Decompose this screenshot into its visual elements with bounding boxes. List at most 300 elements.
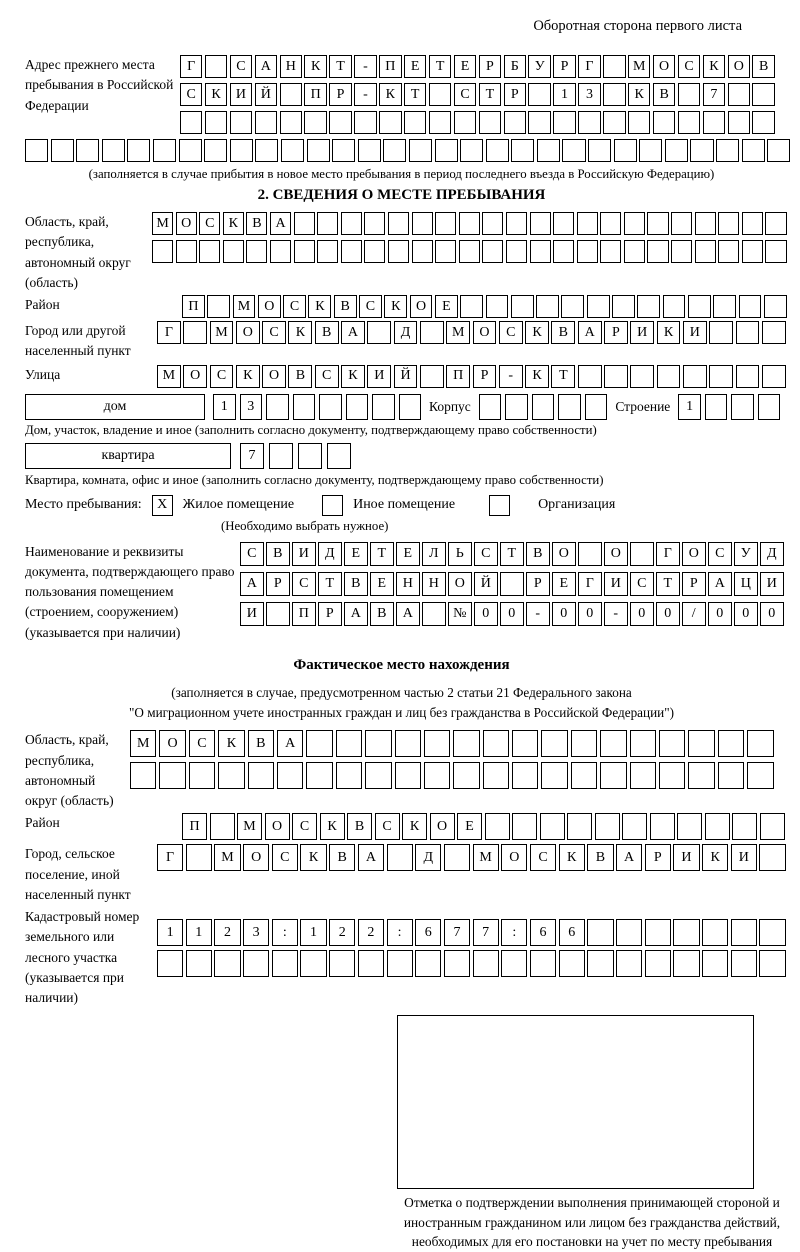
char-box[interactable] — [269, 443, 293, 469]
char-box[interactable]: С — [292, 572, 316, 596]
char-box[interactable]: Й — [255, 83, 277, 106]
char-box[interactable] — [486, 139, 509, 162]
char-box[interactable]: Р — [604, 321, 628, 344]
char-box[interactable] — [678, 83, 700, 106]
char-box[interactable] — [266, 394, 289, 420]
char-box[interactable]: П — [446, 365, 470, 388]
char-box[interactable]: Н — [422, 572, 446, 596]
char-box[interactable]: 0 — [552, 602, 576, 626]
char-box[interactable]: 0 — [500, 602, 524, 626]
char-box[interactable]: К — [236, 365, 260, 388]
char-box[interactable] — [243, 950, 269, 977]
char-box[interactable] — [317, 212, 338, 235]
char-box[interactable]: Р — [479, 55, 501, 78]
char-box[interactable] — [388, 212, 409, 235]
char-box[interactable] — [429, 111, 451, 134]
char-box[interactable]: К — [320, 813, 345, 840]
char-box[interactable] — [630, 542, 654, 566]
char-box[interactable]: С — [454, 83, 476, 106]
char-box[interactable] — [230, 139, 253, 162]
char-box[interactable] — [387, 844, 413, 871]
char-box[interactable]: В — [334, 295, 357, 318]
char-box[interactable] — [650, 813, 675, 840]
char-box[interactable] — [473, 950, 499, 977]
char-box[interactable]: Е — [404, 55, 426, 78]
char-box[interactable] — [622, 813, 647, 840]
char-box[interactable] — [329, 111, 351, 134]
char-box[interactable]: 6 — [530, 919, 556, 946]
char-box[interactable] — [739, 295, 762, 318]
char-box[interactable] — [585, 394, 608, 420]
char-box[interactable] — [588, 139, 611, 162]
char-box[interactable]: В — [315, 321, 339, 344]
char-box[interactable] — [752, 83, 774, 106]
char-box[interactable] — [479, 394, 502, 420]
char-box[interactable] — [186, 844, 212, 871]
char-box[interactable]: 2 — [214, 919, 240, 946]
char-box[interactable]: И — [292, 542, 316, 566]
char-box[interactable] — [559, 950, 585, 977]
char-box[interactable] — [659, 762, 685, 789]
char-box[interactable]: А — [708, 572, 732, 596]
char-box[interactable] — [255, 139, 278, 162]
char-box[interactable]: Й — [394, 365, 418, 388]
char-box[interactable] — [705, 813, 730, 840]
char-box[interactable]: К — [657, 321, 681, 344]
char-box[interactable]: В — [266, 542, 290, 566]
char-box[interactable]: - — [499, 365, 523, 388]
char-box[interactable] — [306, 762, 332, 789]
char-box[interactable] — [223, 240, 244, 263]
char-box[interactable] — [454, 111, 476, 134]
char-box[interactable] — [460, 139, 483, 162]
char-box[interactable] — [383, 139, 406, 162]
char-box[interactable] — [102, 139, 125, 162]
char-box[interactable] — [358, 139, 381, 162]
char-box[interactable]: К — [703, 55, 725, 78]
char-box[interactable]: Р — [504, 83, 526, 106]
char-box[interactable]: С — [530, 844, 556, 871]
char-box[interactable]: О — [258, 295, 281, 318]
char-box[interactable] — [207, 295, 230, 318]
char-box[interactable]: С — [283, 295, 306, 318]
char-box[interactable]: - — [354, 83, 376, 106]
char-box[interactable] — [728, 111, 750, 134]
char-box[interactable] — [205, 55, 227, 78]
char-box[interactable]: О — [430, 813, 455, 840]
char-box[interactable]: С — [210, 365, 234, 388]
char-box[interactable] — [444, 844, 470, 871]
char-box[interactable]: 0 — [578, 602, 602, 626]
char-box[interactable] — [354, 111, 376, 134]
char-box[interactable] — [364, 212, 385, 235]
char-box[interactable]: И — [367, 365, 391, 388]
char-box[interactable] — [379, 111, 401, 134]
char-box[interactable] — [420, 365, 444, 388]
char-box[interactable]: А — [396, 602, 420, 626]
char-box[interactable] — [732, 813, 757, 840]
char-box[interactable] — [479, 111, 501, 134]
char-box[interactable] — [759, 919, 785, 946]
char-box[interactable] — [367, 321, 391, 344]
char-box[interactable] — [759, 950, 785, 977]
char-box[interactable]: Е — [435, 295, 458, 318]
char-box[interactable]: Б — [504, 55, 526, 78]
char-box[interactable]: Е — [454, 55, 476, 78]
char-box[interactable] — [152, 240, 173, 263]
char-box[interactable] — [159, 762, 185, 789]
char-box[interactable]: К — [402, 813, 427, 840]
char-box[interactable] — [505, 394, 528, 420]
char-box[interactable]: И — [240, 602, 264, 626]
char-box[interactable]: 3 — [240, 394, 263, 420]
char-box[interactable]: Г — [180, 55, 202, 78]
char-box[interactable] — [645, 919, 671, 946]
char-box[interactable]: М — [233, 295, 256, 318]
char-box[interactable]: С — [474, 542, 498, 566]
char-box[interactable]: : — [501, 919, 527, 946]
char-box[interactable] — [444, 950, 470, 977]
char-box[interactable] — [628, 111, 650, 134]
char-box[interactable]: Р — [318, 602, 342, 626]
char-box[interactable] — [530, 212, 551, 235]
char-box[interactable] — [663, 295, 686, 318]
char-box[interactable]: 2 — [358, 919, 384, 946]
char-box[interactable]: Ц — [734, 572, 758, 596]
char-box[interactable]: В — [347, 813, 372, 840]
char-box[interactable] — [205, 111, 227, 134]
char-box[interactable] — [199, 240, 220, 263]
char-box[interactable]: Р — [682, 572, 706, 596]
char-box[interactable]: И — [760, 572, 784, 596]
char-box[interactable] — [577, 212, 598, 235]
char-box[interactable]: В — [344, 572, 368, 596]
char-box[interactable]: Е — [370, 572, 394, 596]
char-box[interactable]: М — [210, 321, 234, 344]
char-box[interactable]: С — [272, 844, 298, 871]
char-box[interactable] — [558, 394, 581, 420]
char-box[interactable]: Т — [656, 572, 680, 596]
char-box[interactable] — [616, 919, 642, 946]
char-box[interactable] — [512, 762, 538, 789]
char-box[interactable]: М — [152, 212, 173, 235]
char-box[interactable] — [409, 139, 432, 162]
char-box[interactable] — [758, 394, 781, 420]
char-box[interactable]: С — [189, 730, 215, 757]
char-box[interactable]: М — [157, 365, 181, 388]
char-box[interactable] — [747, 762, 773, 789]
char-box[interactable]: 7 — [473, 919, 499, 946]
char-box[interactable] — [415, 950, 441, 977]
char-box[interactable]: О — [265, 813, 290, 840]
char-box[interactable] — [647, 212, 668, 235]
char-box[interactable]: В — [752, 55, 774, 78]
char-box[interactable] — [157, 950, 183, 977]
char-box[interactable]: Н — [280, 55, 302, 78]
char-box[interactable] — [709, 365, 733, 388]
char-box[interactable] — [764, 295, 787, 318]
char-box[interactable] — [690, 139, 713, 162]
char-box[interactable]: Г — [157, 321, 181, 344]
char-box[interactable] — [600, 730, 626, 757]
char-box[interactable] — [485, 813, 510, 840]
char-box[interactable]: А — [270, 212, 291, 235]
char-box[interactable]: М — [130, 730, 156, 757]
char-box[interactable] — [341, 212, 362, 235]
char-box[interactable] — [435, 240, 456, 263]
char-box[interactable]: И — [683, 321, 707, 344]
char-box[interactable]: 6 — [559, 919, 585, 946]
char-box[interactable]: Т — [404, 83, 426, 106]
char-box[interactable]: О — [604, 542, 628, 566]
char-box[interactable] — [530, 240, 551, 263]
char-box[interactable] — [616, 950, 642, 977]
char-box[interactable]: Е — [344, 542, 368, 566]
char-box[interactable] — [500, 572, 524, 596]
char-box[interactable] — [422, 602, 446, 626]
char-box[interactable] — [688, 295, 711, 318]
char-box[interactable] — [603, 111, 625, 134]
char-box[interactable] — [688, 762, 714, 789]
char-box[interactable] — [762, 321, 786, 344]
char-box[interactable]: : — [387, 919, 413, 946]
char-box[interactable] — [346, 394, 369, 420]
char-box[interactable] — [587, 919, 613, 946]
char-box[interactable] — [703, 111, 725, 134]
char-box[interactable]: Р — [473, 365, 497, 388]
char-box[interactable]: Р — [645, 844, 671, 871]
char-box[interactable]: Т — [551, 365, 575, 388]
char-box[interactable] — [742, 212, 763, 235]
char-box[interactable]: С — [230, 55, 252, 78]
char-box[interactable] — [713, 295, 736, 318]
char-box[interactable] — [277, 762, 303, 789]
char-box[interactable] — [130, 762, 156, 789]
char-box[interactable] — [536, 295, 559, 318]
char-box[interactable] — [553, 111, 575, 134]
char-box[interactable]: К — [218, 730, 244, 757]
char-box[interactable]: Л — [422, 542, 446, 566]
char-box[interactable] — [673, 919, 699, 946]
char-box[interactable] — [736, 365, 760, 388]
char-box[interactable]: Е — [396, 542, 420, 566]
char-box[interactable] — [424, 762, 450, 789]
char-box[interactable] — [716, 139, 739, 162]
char-box[interactable]: М — [214, 844, 240, 871]
char-box[interactable]: Д — [318, 542, 342, 566]
char-box[interactable] — [537, 139, 560, 162]
char-box[interactable]: А — [341, 321, 365, 344]
char-box[interactable] — [486, 295, 509, 318]
char-box[interactable] — [317, 240, 338, 263]
char-box[interactable] — [587, 295, 610, 318]
char-box[interactable] — [718, 212, 739, 235]
char-box[interactable] — [482, 212, 503, 235]
char-box[interactable] — [571, 730, 597, 757]
char-box[interactable] — [230, 111, 252, 134]
char-box[interactable]: 0 — [474, 602, 498, 626]
char-box[interactable] — [718, 240, 739, 263]
char-box[interactable] — [459, 240, 480, 263]
char-box[interactable] — [412, 212, 433, 235]
char-box[interactable] — [742, 240, 763, 263]
checkbox-organization[interactable] — [489, 495, 510, 516]
char-box[interactable] — [460, 295, 483, 318]
char-box[interactable]: Р — [329, 83, 351, 106]
char-box[interactable]: К — [223, 212, 244, 235]
char-box[interactable] — [270, 240, 291, 263]
char-box[interactable]: К — [559, 844, 585, 871]
char-box[interactable] — [603, 55, 625, 78]
char-box[interactable] — [702, 950, 728, 977]
char-box[interactable]: В — [246, 212, 267, 235]
char-box[interactable]: Ь — [448, 542, 472, 566]
char-box[interactable] — [624, 212, 645, 235]
char-box[interactable]: 0 — [760, 602, 784, 626]
char-box[interactable] — [603, 83, 625, 106]
char-box[interactable] — [482, 240, 503, 263]
char-box[interactable] — [528, 111, 550, 134]
char-box[interactable]: А — [255, 55, 277, 78]
char-box[interactable] — [553, 212, 574, 235]
char-box[interactable]: - — [604, 602, 628, 626]
char-box[interactable] — [248, 762, 274, 789]
char-box[interactable] — [688, 730, 714, 757]
char-box[interactable] — [483, 730, 509, 757]
char-box[interactable]: О — [728, 55, 750, 78]
char-box[interactable] — [765, 240, 786, 263]
checkbox-residential[interactable]: X — [152, 495, 173, 516]
char-box[interactable]: В — [370, 602, 394, 626]
char-box[interactable] — [25, 139, 48, 162]
char-box[interactable] — [736, 321, 760, 344]
char-box[interactable]: О — [448, 572, 472, 596]
char-box[interactable] — [577, 240, 598, 263]
char-box[interactable] — [76, 139, 99, 162]
char-box[interactable]: № — [448, 602, 472, 626]
char-box[interactable] — [293, 394, 316, 420]
char-box[interactable]: А — [578, 321, 602, 344]
char-box[interactable] — [731, 394, 754, 420]
char-box[interactable] — [718, 730, 744, 757]
char-box[interactable]: Р — [526, 572, 550, 596]
char-box[interactable]: А — [358, 844, 384, 871]
char-box[interactable] — [424, 730, 450, 757]
char-box[interactable] — [742, 139, 765, 162]
char-box[interactable]: О — [473, 321, 497, 344]
char-box[interactable] — [183, 321, 207, 344]
char-box[interactable] — [304, 111, 326, 134]
char-box[interactable]: С — [240, 542, 264, 566]
char-box[interactable] — [604, 365, 628, 388]
char-box[interactable] — [395, 762, 421, 789]
char-box[interactable]: Т — [329, 55, 351, 78]
char-box[interactable] — [336, 762, 362, 789]
char-box[interactable] — [587, 950, 613, 977]
char-box[interactable] — [562, 139, 585, 162]
char-box[interactable]: О — [501, 844, 527, 871]
char-box[interactable]: К — [288, 321, 312, 344]
char-box[interactable]: 7 — [444, 919, 470, 946]
char-box[interactable]: П — [304, 83, 326, 106]
char-box[interactable] — [530, 950, 556, 977]
char-box[interactable] — [272, 950, 298, 977]
char-box[interactable] — [506, 212, 527, 235]
char-box[interactable]: К — [300, 844, 326, 871]
char-box[interactable] — [372, 394, 395, 420]
char-box[interactable]: Г — [578, 55, 600, 78]
char-box[interactable] — [759, 844, 785, 871]
char-box[interactable]: Н — [396, 572, 420, 596]
char-box[interactable] — [210, 813, 235, 840]
char-box[interactable] — [630, 730, 656, 757]
char-box[interactable]: У — [734, 542, 758, 566]
char-box[interactable]: 1 — [678, 394, 701, 420]
char-box[interactable]: 7 — [703, 83, 725, 106]
char-box[interactable]: О — [176, 212, 197, 235]
char-box[interactable]: К — [384, 295, 407, 318]
char-box[interactable] — [718, 762, 744, 789]
apartment-type-box[interactable]: квартира — [25, 443, 231, 469]
char-box[interactable]: Е — [457, 813, 482, 840]
char-box[interactable]: К — [702, 844, 728, 871]
char-box[interactable]: Т — [429, 55, 451, 78]
char-box[interactable] — [319, 394, 342, 420]
char-box[interactable]: С — [375, 813, 400, 840]
char-box[interactable] — [567, 813, 592, 840]
char-box[interactable]: 1 — [553, 83, 575, 106]
char-box[interactable]: 1 — [213, 394, 236, 420]
char-box[interactable] — [600, 762, 626, 789]
char-box[interactable]: 2 — [329, 919, 355, 946]
char-box[interactable] — [600, 212, 621, 235]
char-box[interactable] — [705, 394, 728, 420]
char-box[interactable]: - — [354, 55, 376, 78]
char-box[interactable]: Р — [266, 572, 290, 596]
char-box[interactable]: В — [587, 844, 613, 871]
char-box[interactable]: / — [682, 602, 706, 626]
char-box[interactable] — [186, 950, 212, 977]
char-box[interactable]: И — [673, 844, 699, 871]
char-box[interactable] — [645, 950, 671, 977]
char-box[interactable] — [695, 212, 716, 235]
char-box[interactable] — [246, 240, 267, 263]
char-box[interactable] — [532, 394, 555, 420]
char-box[interactable] — [695, 240, 716, 263]
char-box[interactable]: 0 — [708, 602, 732, 626]
char-box[interactable] — [51, 139, 74, 162]
char-box[interactable] — [412, 240, 433, 263]
char-box[interactable]: С — [292, 813, 317, 840]
char-box[interactable] — [365, 762, 391, 789]
char-box[interactable]: П — [379, 55, 401, 78]
char-box[interactable]: П — [182, 295, 205, 318]
char-box[interactable]: К — [525, 321, 549, 344]
char-box[interactable]: И — [630, 321, 654, 344]
char-box[interactable] — [365, 730, 391, 757]
char-box[interactable] — [540, 813, 565, 840]
char-box[interactable]: К — [304, 55, 326, 78]
char-box[interactable] — [571, 762, 597, 789]
char-box[interactable] — [153, 139, 176, 162]
char-box[interactable]: Д — [760, 542, 784, 566]
char-box[interactable] — [512, 813, 537, 840]
char-box[interactable]: : — [272, 919, 298, 946]
char-box[interactable] — [306, 730, 332, 757]
char-box[interactable]: В — [653, 83, 675, 106]
char-box[interactable]: Г — [656, 542, 680, 566]
char-box[interactable] — [255, 111, 277, 134]
